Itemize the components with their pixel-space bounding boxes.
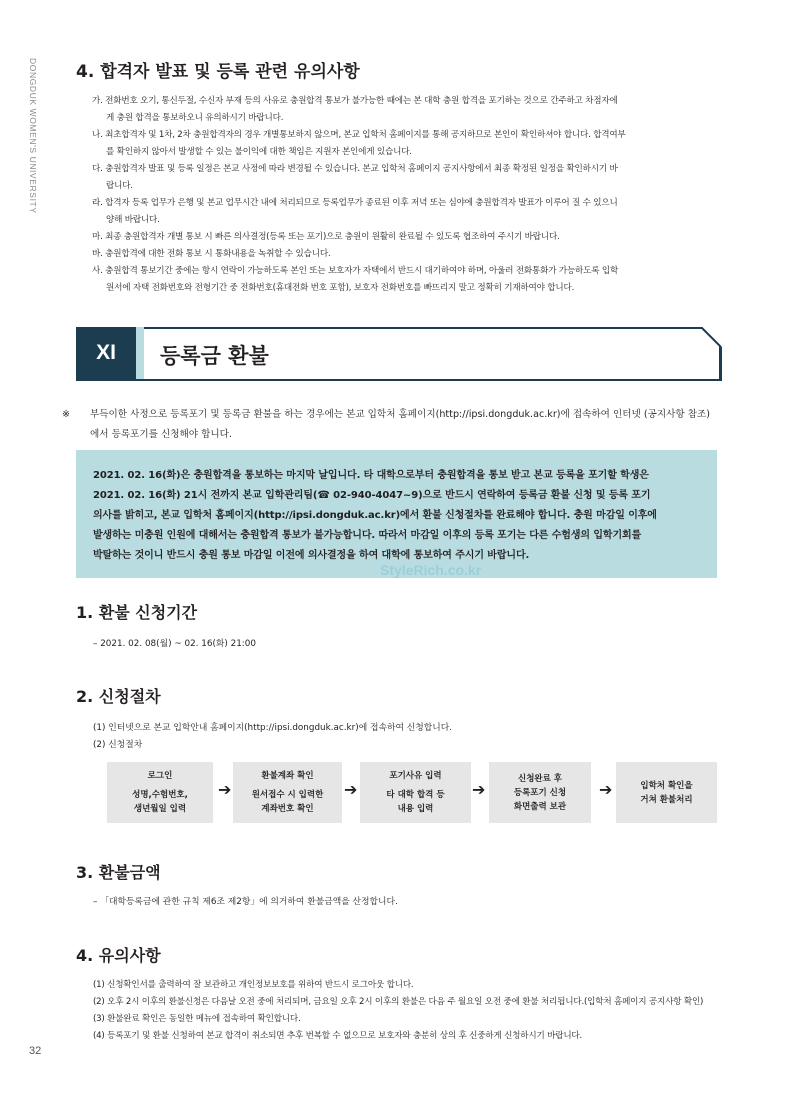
arrow-right-icon: ➔ — [344, 780, 358, 799]
section-heading-period: 1. 환불 신청기간 — [76, 603, 198, 622]
list-item: 다. 충원합격자 발표 및 등록 일정은 본교 사정에 따라 변경될 수 있습니다. 본교 입학처 홈페이지 공지사항에서 최종 확정된 일정을 확인하시기 바 — [92, 164, 618, 174]
list-item: (4) 등록포기 및 환불 신청하여 본교 합격이 취소되면 추후 번복할 수 없으므로 보호자와 충분히 상의 후 신중하게 신청하시기 바랍니다. — [93, 1031, 583, 1041]
flow-step-title: 포기사유 입력 — [389, 771, 442, 781]
chapter-title: 등록금 환불 — [160, 344, 269, 368]
list-item: 원서에 자택 전화번호와 전형기간 중 전화번호(휴대전화 번호 포함), 보호자 전화번호를 빠뜨리지 말고 정확히 기재하여야 합니다. — [106, 283, 575, 293]
list-item: 사. 충원합격 통보기간 중에는 항시 연락이 가능하도록 본인 또는 보호자가 자택에서 반드시 대기하여야 하며, 아울러 전화통화가 가능하도록 입학 — [92, 266, 619, 276]
flow-step-detail: 성명,수험번호, — [132, 790, 188, 800]
flow-step-detail: 계좌번호 확인 — [261, 804, 314, 814]
chapter-number: XI — [96, 341, 116, 364]
flow-step-account — [233, 762, 342, 823]
section-heading-amount: 3. 환불금액 — [76, 863, 161, 882]
side-running-title: DONGDUK WOMEN'S UNIVERSITY — [28, 58, 38, 214]
deadline-highlight-box — [76, 450, 717, 578]
section-heading-procedure: 2. 신청절차 — [76, 687, 161, 706]
list-item: 나. 최초합격자 및 1차, 2차 충원합격자의 경우 개별통보하지 않으며, 본교 입학처 홈페이지를 통해 공지하므로 본인이 확인하셔야 합니다. 합격여부 — [92, 130, 626, 140]
reference-mark: ※ — [62, 409, 71, 420]
flow-step-detail: 생년월일 입력 — [133, 804, 187, 814]
list-item: 마. 최종 충원합격자 개별 통보 시 빠른 의사결정(등록 또는 포기)으로 충원이 원활히 완료될 수 있도록 협조하여 주시기 바랍니다. — [92, 232, 560, 242]
highlight-line: 2021. 02. 16(화) 21시 전까지 본교 입학관리팀(☎ 02-940-4047~9)으로 반드시 연락하여 등록금 환불 신청 및 등록 포기 — [93, 490, 651, 501]
refund-amount-text: – 「대학등록금에 관한 규칙 제6조 제2항」에 의거하여 환불금액을 산정합니다. — [93, 897, 398, 907]
arrow-right-icon: ➔ — [472, 780, 486, 799]
flow-step-login — [107, 762, 213, 823]
watermark: StyleRich.co.kr — [380, 562, 482, 578]
list-item: 를 확인하지 않아서 발생할 수 있는 불이익에 대한 책임은 지원자 본인에게 있습니다. — [106, 147, 412, 157]
flow-step-reason — [360, 762, 471, 823]
chapter-banner — [76, 327, 722, 381]
list-item: (1) 신청확인서를 출력하여 잘 보관하고 개인정보보호를 위하여 반드시 로그아웃 합니다. — [93, 980, 414, 990]
cautions-list — [93, 977, 718, 1045]
flow-step-title: 로그인 — [147, 771, 173, 781]
procedure-flow — [107, 762, 717, 823]
flow-step-detail: 거쳐 환불처리 — [640, 794, 693, 805]
flow-step-detail: 화면출력 보관 — [513, 801, 567, 812]
list-item: 양해 바랍니다. — [106, 215, 160, 225]
announcement-notes-list — [92, 93, 720, 297]
highlight-line: 의사를 밝히고, 본교 입학처 홈페이지(http://ipsi.dongduk.ac.kr)에서 환불 신청절차를 완료해야 합니다. 충원 마감일 이후에 — [93, 510, 657, 521]
highlight-line: 발생하는 미충원 인원에 대해서는 충원합격 통보가 불가능합니다. 따라서 마감일 이후의 등록 포기는 다른 수험생의 입학기회를 — [93, 530, 642, 541]
procedure-line-2: (2) 신청절차 — [93, 740, 143, 750]
flow-step-detail: 등록포기 신청 — [513, 787, 567, 798]
procedure-line-1: (1) 인터넷으로 본교 입학안내 홈페이지(http://ipsi.dongduk.ac.kr)에 접속하여 신청합니다. — [93, 723, 453, 733]
highlight-line: 2021. 02. 16(화)은 충원합격을 통보하는 마지막 날입니다. 타 대학으로부터 충원합격을 통보 받고 본교 등록을 포기할 학생은 — [93, 470, 649, 481]
flow-step-complete — [489, 762, 591, 823]
flow-step-detail: 타 대학 합격 등 — [386, 790, 445, 800]
list-item: 라. 합격자 등록 업무가 은행 및 본교 업무시간 내에 처리되므로 등록업무가 종료된 이후 저녁 또는 심야에 충원합격자 발표가 이루어 질 수 있으니 — [92, 198, 618, 208]
section-heading-cautions: 4. 유의사항 — [76, 946, 161, 965]
flow-step-detail: 원서접수 시 입력한 — [251, 790, 324, 800]
refund-period-text: – 2021. 02. 08(월) ~ 02. 16(화) 21:00 — [93, 639, 256, 649]
notice-text: 부득이한 사정으로 등록포기 및 등록금 환불을 하는 경우에는 본교 입학처 홈페이지(http://ipsi.dongduk.ac.kr)에 접속하여 인터넷 (공지사항 참조)에서 등록포기를 신청해야 합니다. — [90, 409, 710, 440]
list-item: 랍니다. — [106, 181, 133, 191]
highlight-line: 박탈하는 것이니 반드시 충원 통보 마감일 이전에 의사결정을 하여 대학에 통보하여 주시기 바랍니다. — [93, 550, 530, 561]
flow-step-detail: 내용 입력 — [397, 804, 434, 814]
flow-step-title: 입학처 확인을 — [640, 780, 693, 791]
list-item: 바. 충원합격에 대한 전화 통보 시 통화내용을 녹취할 수 있습니다. — [92, 249, 331, 259]
flow-step-title: 환불계좌 확인 — [261, 771, 314, 781]
list-item: (3) 환불완료 확인은 동일한 메뉴에 접속하여 확인합니다. — [93, 1014, 301, 1024]
list-item: 게 충원 합격을 통보하오니 유의하시기 바랍니다. — [106, 113, 284, 123]
page-number: 32 — [29, 1045, 42, 1057]
list-item: (2) 오후 2시 이후의 환불신청은 다음날 오전 중에 처리되며, 금요일 오후 2시 이후의 환불은 다음 주 월요일 오전 중에 환불 처리됩니다.(입학처 홈페이지 공지사항 확인) — [93, 997, 704, 1007]
refund-notice — [62, 405, 716, 445]
arrow-right-icon: ➔ — [599, 780, 613, 799]
flow-step-title: 신청완료 후 — [517, 773, 562, 784]
arrow-right-icon: ➔ — [218, 780, 232, 799]
flow-step-refund — [616, 762, 717, 823]
section-heading-announcement-notes: 4. 합격자 발표 및 등록 관련 유의사항 — [76, 62, 360, 82]
list-item: 가. 전화번호 오기, 통신두절, 수신자 부재 등의 사유로 충원합격 통보가 불가능한 때에는 본 대학 충원 합격을 포기하는 것으로 간주하고 차점자에 — [92, 96, 618, 106]
